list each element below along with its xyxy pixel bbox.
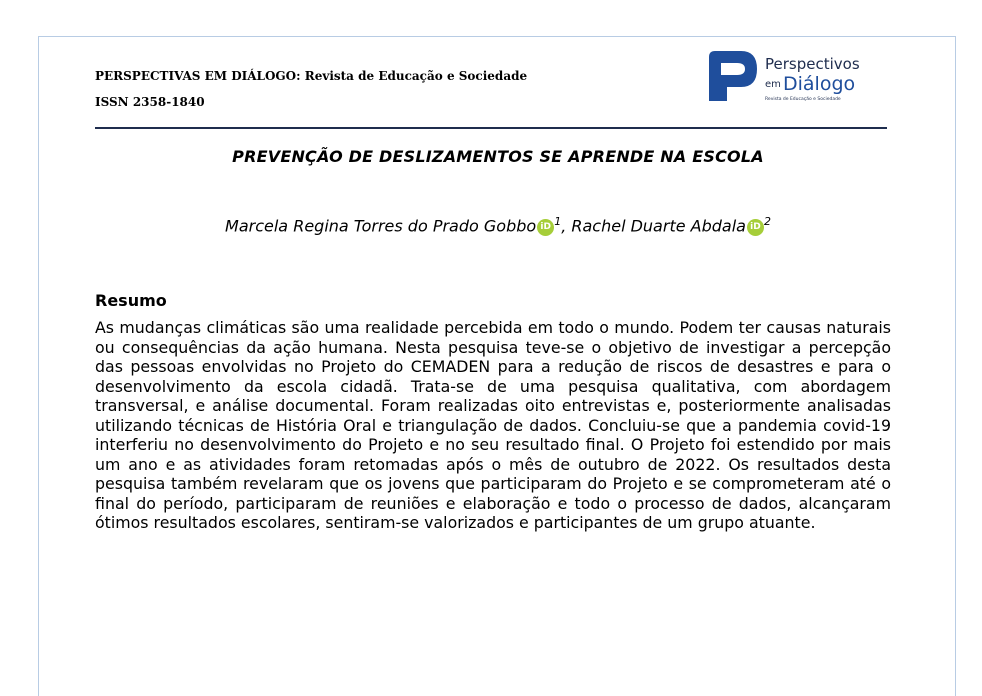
logo-line2-prefix: em <box>765 79 781 90</box>
journal-issn: ISSN 2358-1840 <box>95 95 205 109</box>
orcid-icon[interactable]: iD <box>537 219 554 236</box>
journal-header <box>95 63 527 115</box>
author-note: 2 <box>763 215 771 228</box>
abstract-body: As mudanças climáticas são uma realidade percebida em todo o mundo. Podem ter causas naturais ou consequências da ação humana. Nesta pesquisa teve-se o objetivo de investigar a percepção das pessoas envolvidas no Projeto do CEMADEN para a redução de riscos de desastres e para o desenvolvimento da escola cidadã. Trata-se de uma pesquisa qualitativa, com abordagem transversal, e análise documental. Foram realizadas oito entrevistas e, posteriormente analisadas utilizando técnicas de História Oral e triangulação de dados. Concluiu-se que a pandemia covid-19 interferiu no desenvolvimento do Projeto e no seu resultado final. O Projeto foi estendido por mais um ano e as atividades foram retomadas após o mês de outubro de 2022. Os resultados desta pesquisa também revelaram que os jovens que participaram do Projeto e se comprometeram até o final do período, participaram de reuniões e elaboração e todo o processo de dados, alcançaram ótimos resultados escolares, sentiram-se valorizados e participantes de um grupo atuante. <box>95 318 891 532</box>
document-page <box>38 36 956 696</box>
journal-logo <box>707 49 887 103</box>
author-name: Marcela Regina Torres do Prado Gobbo <box>225 216 537 236</box>
author-separator: , <box>561 216 572 236</box>
header-divider <box>95 127 887 129</box>
logo-line1: Perspectivos <box>765 55 860 73</box>
author-note: 1 <box>554 215 562 228</box>
orcid-icon[interactable]: iD <box>747 219 764 236</box>
abstract-heading: Resumo <box>95 291 167 310</box>
journal-title: PERSPECTIVAS EM DIÁLOGO: Revista de Educação e Sociedade <box>95 69 528 83</box>
author-line <box>39 215 957 236</box>
author-name: Rachel Duarte Abdala <box>571 216 746 236</box>
article-title: PREVENÇÃO DE DESLIZAMENTOS SE APRENDE NA ESCOLA <box>232 147 764 166</box>
logo-line2: Diálogo <box>783 73 856 95</box>
logo-p-shape <box>709 51 757 101</box>
logo-tagline: Revista de Educação e Sociedade <box>765 97 841 102</box>
